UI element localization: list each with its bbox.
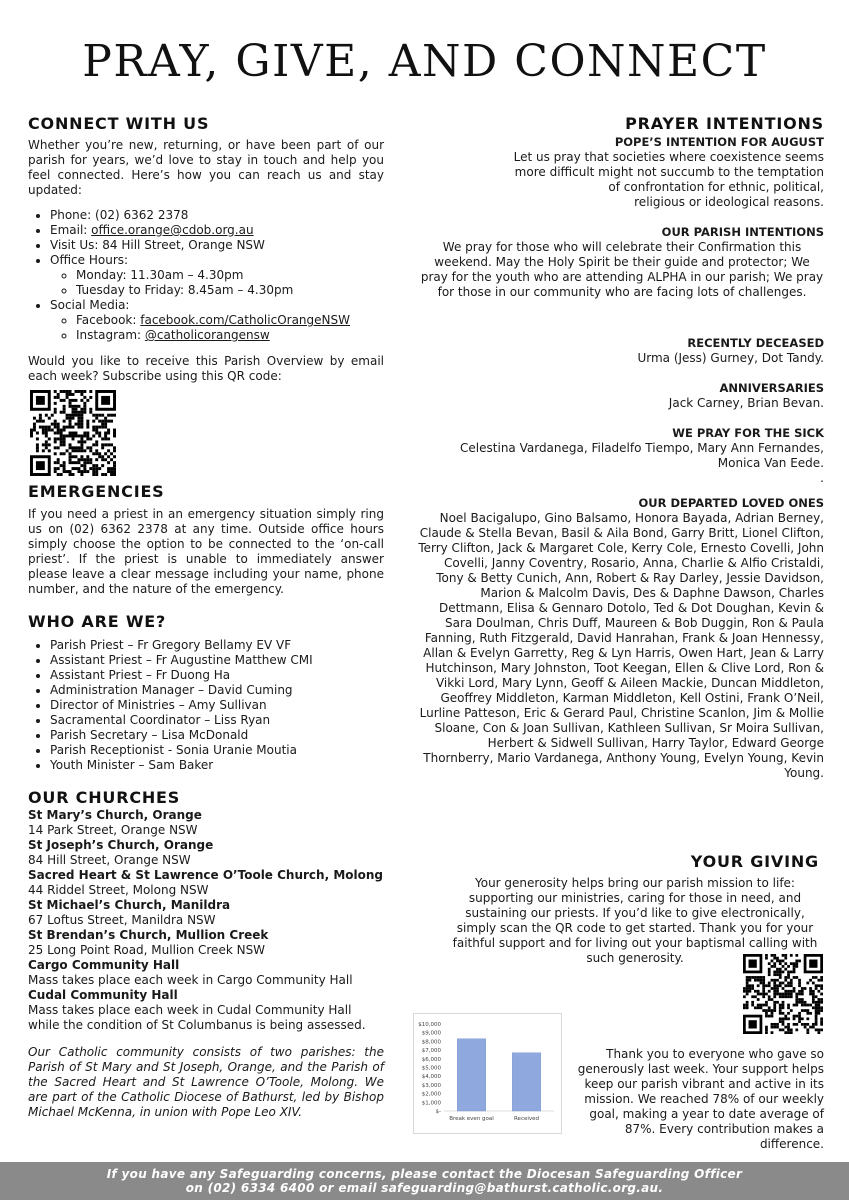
- email-label: Email:: [50, 223, 92, 237]
- community-note: Our Catholic community consists of two parishes: the Parish of St Mary and St Joseph, Orange, and the Parish of the Sacred Heart and St Lawrence O’Toole, Molong. We are part of the Catholic Diocese of Bathurst, led by Bishop Michael McKenna, in union with Pope Leo XIV.: [28, 1045, 384, 1119]
- bar-break-even-goal: [457, 1039, 486, 1111]
- y-tick-label: $-: [435, 1109, 441, 1115]
- footer-line-1: If you have any Safeguarding concerns, please contact the Diocesan Safeguarding Officer: [106, 1167, 743, 1181]
- church-list: [28, 808, 384, 1033]
- church-detail: Mass takes place each week in Cargo Community Hall: [28, 973, 353, 987]
- office-hours-label: Office Hours:: [50, 253, 129, 267]
- church-detail: 67 Loftus Street, Manildra NSW: [28, 913, 216, 927]
- emergencies-heading: EMERGENCIES: [28, 482, 165, 501]
- pope-intention-heading: POPE’S INTENTION FOR AUGUST: [614, 135, 824, 149]
- instagram-link[interactable]: @catholicorangensw: [144, 328, 270, 342]
- giving-text: Your generosity helps bring our parish mission to life: supporting our ministries, caring for those in need, and sustaining our priests. If you’d like to give electronically, simply scan the QR code to get started. Thank you for your faithful support and for living out your baptismal calling with such generosity.: [452, 876, 818, 965]
- contact-list: [28, 208, 384, 343]
- church-name: Cargo Community Hall: [28, 958, 180, 972]
- subscribe-text: Would you like to receive this Parish Overview by email each week? Subscribe using this QR code:: [28, 354, 384, 383]
- pope-intention-line-1: Let us pray that societies where coexistence seems: [513, 150, 824, 164]
- office-hours-list: [50, 268, 384, 298]
- staff-item: • Parish Priest – Fr Gregory Bellamy EV VF: [50, 638, 384, 653]
- y-tick-label: $8,000: [421, 1039, 441, 1046]
- instagram-item: [76, 328, 384, 343]
- facebook-label: Facebook:: [76, 313, 141, 327]
- recently-deceased-heading: RECENTLY DECEASED: [687, 336, 824, 350]
- staff-item: • Parish Secretary – Lisa McDonald: [50, 728, 384, 743]
- right-column: [416, 114, 824, 781]
- y-tick-label: $7,000: [421, 1048, 441, 1055]
- email-link[interactable]: office.orange@cdob.org.au: [91, 223, 254, 237]
- y-tick-label: $9,000: [421, 1030, 441, 1037]
- y-tick-label: $10,000: [418, 1022, 441, 1028]
- church-detail: 14 Park Street, Orange NSW: [28, 823, 198, 837]
- y-tick-label: $4,000: [421, 1074, 441, 1081]
- church-detail: 84 Hill Street, Orange NSW: [28, 853, 191, 867]
- sick-trailing-dot: .: [820, 471, 824, 485]
- contact-phone: • Phone: (02) 6362 2378: [50, 208, 384, 223]
- facebook-item: [76, 313, 384, 328]
- emergencies-text: If you need a priest in an emergency situation simply ring us on (02) 6362 2378 at any time. Outside office hours simply choose the option to be connected to the ‘on-call priest’. If the priest is unable to immediately answer please leave a clear message including your name, phone number, and the nature of the emergency.: [28, 507, 384, 596]
- safeguarding-footer: [0, 1162, 849, 1200]
- y-tick-label: $1,000: [421, 1100, 441, 1107]
- parish-intentions-text: We pray for those who will celebrate their Confirmation this weekend. May the Holy Spirit be their guide and protector; We pray for the youth who are attending ALPHA in our parish; We pray for those in our community who are facing lots of challenges.: [420, 240, 824, 299]
- church-detail: 44 Riddel Street, Molong NSW: [28, 883, 209, 897]
- parish-intentions-heading: OUR PARISH INTENTIONS: [661, 225, 824, 239]
- footer-line-2: on (02) 6334 6400 or email safeguarding@bathurst.catholic.org.au.: [185, 1181, 664, 1195]
- church-name: St Michael’s Church, Manildra: [28, 898, 231, 912]
- staff-item: • Assistant Priest – Fr Augustine Matthew CMI: [50, 653, 384, 668]
- giving-heading: YOUR GIVING: [690, 852, 819, 871]
- anniversaries-text: Jack Carney, Brian Bevan.: [668, 396, 824, 410]
- page-title: PRAY, GIVE, AND CONNECT: [82, 36, 767, 87]
- pope-intention-line-4: religious or ideological reasons.: [634, 195, 824, 209]
- church-name: Cudal Community Hall: [28, 988, 178, 1002]
- x-tick-label: Received: [513, 1116, 540, 1122]
- church-detail: 25 Long Point Road, Mullion Creek NSW: [28, 943, 266, 957]
- instagram-label: Instagram:: [76, 328, 145, 342]
- church-name: Sacred Heart & St Lawrence O’Toole Church, Molong: [28, 868, 383, 882]
- bar-received: [512, 1053, 541, 1111]
- contact-social-media: [50, 298, 384, 343]
- church-name: St Brendan’s Church, Mullion Creek: [28, 928, 269, 942]
- x-tick-label: Break even goal: [449, 1116, 494, 1122]
- anniversaries-heading: ANNIVERSARIES: [719, 381, 824, 395]
- sick-text: Celestina Vardanega, Filadelfo Tiempo, Mary Ann Fernandes, Monica Van Eede.: [460, 441, 824, 470]
- recently-deceased-text: Urma (Jess) Gurney, Dot Tandy.: [637, 351, 824, 365]
- contact-email: [50, 223, 384, 238]
- y-tick-label: $3,000: [421, 1082, 441, 1089]
- facebook-link[interactable]: facebook.com/CatholicOrangeNSW: [140, 313, 350, 327]
- giving-qr-code[interactable]: [743, 954, 823, 1034]
- churches-heading: OUR CHURCHES: [28, 788, 181, 807]
- y-tick-label: $6,000: [421, 1056, 441, 1063]
- contact-office-hours: [50, 253, 384, 298]
- staff-item: • Assistant Priest – Fr Duong Ha: [50, 668, 384, 683]
- staff-item: • Youth Minister – Sam Baker: [50, 758, 384, 773]
- staff-item: • Parish Receptionist - Sonia Uranie Moutia: [50, 743, 384, 758]
- departed-heading: OUR DEPARTED LOVED ONES: [638, 496, 824, 510]
- church-detail: Mass takes place each week in Cudal Community Hall while the condition of St Columbanus is being assessed.: [28, 1003, 366, 1032]
- social-media-label: Social Media:: [50, 298, 130, 312]
- y-tick-label: $5,000: [421, 1065, 441, 1072]
- social-media-list: [50, 313, 384, 343]
- y-tick-label: $2,000: [421, 1091, 441, 1098]
- left-column: [28, 114, 384, 1120]
- hours-tuesday-friday: ◦ Tuesday to Friday: 8.45am – 4.30pm: [76, 283, 384, 298]
- staff-list: [28, 638, 384, 773]
- staff-item: • Director of Ministries – Amy Sullivan: [50, 698, 384, 713]
- church-name: St Mary’s Church, Orange: [28, 808, 202, 822]
- connect-heading: CONNECT WITH US: [28, 114, 210, 133]
- pope-intention-line-2: more difficult might not succumb to the temptation: [514, 165, 824, 179]
- subscribe-qr-code[interactable]: [30, 390, 116, 476]
- pope-intention-line-3: of confrontation for ethnic, political,: [608, 180, 824, 194]
- contact-visit: • Visit Us: 84 Hill Street, Orange NSW: [50, 238, 384, 253]
- church-name: St Joseph’s Church, Orange: [28, 838, 214, 852]
- who-heading: WHO ARE WE?: [28, 612, 167, 631]
- connect-intro: Whether you’re new, returning, or have been part of our parish for years, we’d love to stay in touch and help you feel connected. Here’s how you can reach us and stay updated:: [28, 138, 384, 197]
- staff-item: • Sacramental Coordinator – Liss Ryan: [50, 713, 384, 728]
- giving-bar-chart: [414, 1014, 561, 1133]
- giving-chart: [413, 1013, 562, 1134]
- sick-heading: WE PRAY FOR THE SICK: [672, 426, 824, 440]
- giving-thanks: Thank you to everyone who gave so generously last week. Your support helps keep our parish vibrant and active in its mission. We reached 78% of our weekly goal, making a year to date average of 87%. Every contribution makes a difference.: [577, 1047, 824, 1151]
- prayer-heading: PRAYER INTENTIONS: [625, 114, 824, 133]
- staff-item: • Administration Manager – David Cuming: [50, 683, 384, 698]
- hours-monday: ◦ Monday: 11.30am – 4.30pm: [76, 268, 384, 283]
- departed-text: Noel Bacigalupo, Gino Balsamo, Honora Bayada, Adrian Berney, Claude & Stella Bevan, Basil & Aila Bond, Garry Britt, Lionel Clifton, Terry Clifton, Jack & Margaret Cole, Kerry Cole, Ernesto Covelli, John Covelli, Janny Coventry, Rosario, Anna, Charlie & Alfio Cristaldi, Tony & Betty Cunich, Ann, Robert & Ray Darley, Jessie Davidson, Marion & Malcolm Davis, Des & Daphne Dawson, Charles Dettmann, Elisa & Gennaro Dotolo, Ted & Dot Doughan, Kevin & Sara Doulman, Chris Duff, Maureen & Bob Duggin, Ron & Paula Fanning, Ruth Fitzgerald, David Hanrahan, Frank & Joan Hennessy, Allan & Evelyn Garretty, Reg & Lyn Harris, Owen Hart, Jean & Larry Hutchinson, Mary Johnston, Toot Keegan, Ellen & Clive Lord, Ron & Vikki Lord, Mary Lynn, Geoff & Aileen Mackie, Duncan Middleton, Geoffrey Middleton, Karman Middleton, Kell Ostini, Frank O’Neil, Lurline Patteson, Eric & Gerard Paul, Christine Scanlon, Jim & Mollie Sloane, Con & Joan Sullivan, Kathleen Sullivan, Sr Moira Sullivan, Herbert & Sidwell Sullivan, Harry Taylor, Edward George Thornberry, Mario Vardanega, Anthony Young, Evelyn Young, Kevin Young.: [418, 511, 824, 780]
